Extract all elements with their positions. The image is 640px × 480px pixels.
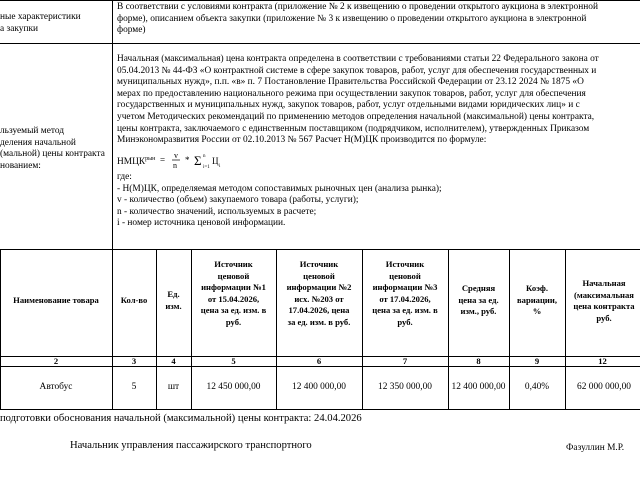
rule — [0, 249, 640, 250]
section2-text: Начальная (максимальная) цена контракта определена в соответствии с требованиями статьи 22 Федерального закона от 05.04.2013 № 44-ФЗ «О контрактной системе в сфере закупок товаров, работ, услуг для обеспечения государственных и муниципальных нужд», п.п. «в» п. 7 Постановление Правительства Российской Федерации от 23.12 2024 № 1875 «О мерах по предоставлению национального режима при осуществлении закупок товаров, работ, услуг для обеспечения государственных и муниципальных нужд, закупок товаров, работ, услуг отдельными видами юридических лиц» и с учетом Методических рекомендаций по применению методов определения начальной (максимальной) цены контракта, цены контракта, заключаемого с единственным поставщиком (подрядчиком, исполнителем), утвержденных Приказом Минэкономразвития России от 02.10.2013 № 567 Расчет Н(М)ЦК производится по формуле: — [117, 54, 599, 146]
formula — [117, 150, 250, 174]
rule — [0, 409, 640, 410]
column-number: 8 — [476, 356, 481, 366]
cell-product: Автобус — [39, 382, 73, 392]
cell-average: 12 400 000,00 — [451, 382, 506, 392]
preparation-date-line: подготовки обоснования начальной (максимальной) цены контракта: 24.04.2026 — [0, 413, 362, 424]
formula-expression — [158, 150, 250, 174]
cell-unit: шт — [167, 382, 180, 392]
column-number: 5 — [231, 356, 236, 366]
formula-legend: где: - Н(М)ЦК, определяемая методом сопоставимых рыночных цен (анализа рынка); v - количество (объем) закупаемого товара (работы, услуги); n - количество значений, используемых в расчете; i - номер источника ценовой информации. — [117, 172, 442, 229]
column-number: 4 — [171, 356, 176, 366]
section2-label: льзуемый метод деления начальной (мальной) цены контракта нованием: — [0, 126, 105, 171]
rule — [0, 0, 640, 1]
column-number: 9 — [534, 356, 540, 366]
column-number: 3 — [131, 356, 137, 366]
header-unit: Ед. изм. — [165, 289, 182, 311]
header-product-name: Наименование товара — [13, 295, 99, 305]
column-number: 7 — [402, 356, 408, 366]
svg-text:n: n — [202, 154, 206, 159]
column-number: 6 — [316, 356, 322, 366]
svg-text:Σ: Σ — [193, 153, 202, 168]
signer-position: Начальник управления пассажирского транспортного — [70, 440, 312, 451]
formula-name: НМЦК — [117, 157, 146, 168]
cell-variation: 0,40% — [524, 382, 550, 392]
signer-name: Фазуллин М.Р. — [566, 443, 625, 453]
header-source-1: Источник ценовой информации №1 от 15.04.2026, цена за ед. изм. в руб. — [200, 259, 267, 327]
column-number: 2 — [53, 356, 59, 366]
svg-text:n: n — [172, 161, 177, 170]
cell-source-1: 12 450 000,00 — [206, 382, 261, 392]
column-number: 12 — [598, 356, 607, 366]
cell-initial-price: 62 000 000,00 — [577, 382, 631, 392]
rule — [0, 43, 640, 44]
cell-quantity: 5 — [131, 382, 137, 392]
header-variation-coef: Коэф. вариации, % — [517, 283, 557, 316]
formula-drawing — [158, 150, 250, 170]
formula-superscript: рын — [145, 156, 156, 163]
cell-source-2: 12 400 000,00 — [292, 382, 346, 392]
header-source-3: Источник ценовой информации №3 от 17.04.2026, цена за ед. изм. в руб. — [372, 259, 438, 327]
svg-text:i: i — [218, 164, 221, 169]
svg-text:=: = — [159, 155, 165, 165]
section1-label: ные характеристики а закупки — [0, 12, 81, 34]
svg-text:*: * — [184, 155, 190, 165]
svg-text:v: v — [173, 151, 178, 160]
header-source-2: Источник ценовой информации №2 исх. №203 от 17.04.2026, цена за ед. изм. в руб. — [286, 259, 352, 327]
svg-text:i=1: i=1 — [202, 165, 210, 170]
rule — [112, 0, 113, 249]
header-average-price: Средняя цена за ед. изм., руб. — [458, 283, 499, 316]
cell-source-3: 12 350 000,00 — [378, 382, 432, 392]
section1-text: В соответствии с условиями контракта (приложение № 2 к извещению о проведении открытого аукциона в электронной форме), описанием объекта закупки (приложение № 3 к извещению о проведении открытого аукциона в электронной форме) — [117, 2, 598, 36]
header-quantity: Кол-во — [120, 295, 148, 305]
header-initial-price: Начальная (максимальная цена контракта руб. — [573, 278, 635, 323]
svg-text:Ц: Ц — [211, 156, 219, 166]
